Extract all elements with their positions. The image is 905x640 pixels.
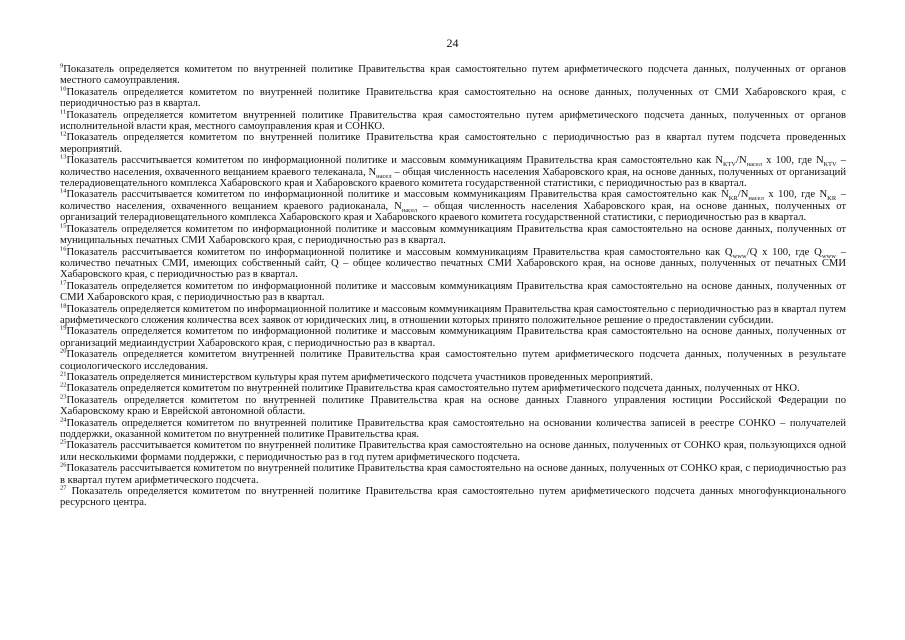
footnote-number: 13 (60, 153, 67, 161)
footnote-text: – количество населения, охваченного вещанием краевого радиоканала, N (60, 189, 846, 212)
subscript: насел (746, 161, 763, 169)
footnote-text: /N (737, 189, 749, 201)
footnote (60, 155, 846, 189)
footnote (60, 418, 846, 441)
footnote-text: – общая численность населения Хабаровского края, на основе данных, полученных от организаций телерадиовещательного комплекса Хабаровского края и Хабаровского краевого комитета государственной статистики, с периодичностью раз в квартал. (60, 166, 846, 190)
subscript: KR (827, 195, 837, 203)
footnote-number: 16 (60, 244, 67, 252)
footnote (60, 304, 846, 327)
footnote-text: Показатель рассчитывается комитетом по информационной политике и массовым коммуникациям Правительства края самостоятельно как N (66, 155, 723, 167)
page-number: 24 (446, 36, 459, 50)
footnote-text: Показатель рассчитывается комитетом по информационной политике и массовым коммуникациям Правительства края самостоятельно как N (66, 189, 729, 201)
subscript: КTV (723, 161, 736, 169)
footnote (60, 189, 846, 223)
subscript: насел (401, 206, 418, 214)
footnote-text: Показатель определяется комитетом внутренней политике Правительства края самостоятельно путем арифметического подсчета данных, полученных в результате социологического исследования. (60, 349, 846, 372)
footnote-number: 21 (60, 370, 67, 378)
footnote-number: 14 (60, 187, 67, 195)
footnote-text: x 100, где N (763, 189, 828, 201)
footnote-text: /N (736, 155, 747, 167)
footnote-text: Показатель рассчитывается комитетом по внутренней политике Правительства края самостоятельно на основе данных, полученных от СОНКО края, пользующихся одной или несколькими формами поддержки, с периодичностью раз в год путем арифметического подсчета. (60, 440, 846, 463)
footnote-text: Показатель определяется комитетом по внутренней политике Правительства края самостоятельно путем арифметического подсчета данных, полученных от НКО. (66, 383, 800, 395)
footnote-number: 18 (60, 302, 67, 309)
footnote (60, 349, 846, 372)
footnote-text: Показатель определяется комитетом по внутренней политике Правительства края на основе данных Главного управления юстиции Российской Федерации по Хабаровскому краю и Еврейской автономной области. (60, 394, 846, 418)
footnote-number: 20 (60, 347, 67, 355)
footnote-text: Показатель определяется комитетом по внутренней политике Правительства края самостоятельно путем арифметического подсчета данных многофункционального ресурсного центра. (60, 486, 846, 509)
footnote-number: 11 (60, 108, 67, 116)
subscript: www (732, 252, 747, 260)
footnote-number: 26 (60, 461, 67, 469)
subscript: насел (748, 195, 764, 203)
footnote (60, 395, 846, 418)
footnote-number: 9 (60, 62, 64, 70)
footnote-text: x 100, где N (762, 155, 824, 167)
footnote (60, 281, 846, 304)
footnote-text: Показатель определяется министерством культуры края путем арифметического подсчета участников проведенных мероприятий. (66, 371, 653, 383)
footnote-text: Показатель определяется комитетом по внутренней политике Правительства края самостоятельно с периодичностью раз в квартал путем подсчета проведенных мероприятий. (60, 132, 846, 155)
footnote-number: 12 (60, 130, 67, 138)
footnote-text: Показатель определяется комитетом по информационной политике и массовым коммуникациям Правительства края самостоятельно на основе данных, полученных от муниципальных печатных СМИ Хабаровского края, с периодичностью раз в квартал. (60, 223, 846, 247)
footnote-text: Показатель определяется комитетом по внутренней политике Правительства края самостоятельно на основе данных, полученных от СМИ Хабаровского края, с периодичностью раз в квартал. (60, 86, 846, 110)
footnote-number: 23 (60, 393, 67, 401)
footnote (60, 463, 846, 486)
footnote-text: Показатель рассчитывается комитетом по внутренней политике Правительства края самостоятельно на основе данных, полученных от СОНКО края, с периодичностью раз в квартал путем арифметического подсчета. (60, 463, 846, 486)
footnote (60, 224, 846, 247)
footnote-text: Показатель определяется комитетом внутренней политике Правительства края самостоятельно путем арифметического подсчета данных, полученных от органов исполнительной власти края, местного самоуправления края и СОНКО. (60, 109, 846, 133)
footnote (60, 64, 846, 87)
footnote (60, 87, 846, 110)
footnote-text: – общая численность населения Хабаровского края, на основе данных, полученных от организаций телерадиовещательного комплекса Хабаровского края и Хабаровского краевого комитета государственной статистики, с периодичностью раз в квартал. (60, 200, 846, 224)
footnote (60, 486, 846, 509)
footnote-text: Показатель определяется комитетом по внутренней политике Правительства края самостоятельно на основании количества записей в реестре СОНКО – получателей поддержки, оказанной комитетом по внутренней политике Правительства края. (60, 417, 846, 440)
footnote-text: Показатель определяется комитетом по внутренней политике Правительства края самостоятельно путем арифметического подсчета данных, полученных от органов местного самоуправления. (60, 64, 846, 87)
subscript: KR (728, 195, 738, 203)
footnote (60, 326, 846, 349)
footnote-text: – количество населения, охваченного вещанием краевого телеканала, N (60, 155, 846, 178)
footnote (60, 132, 846, 155)
footnote-number: 25 (60, 438, 67, 446)
footnote (60, 372, 846, 383)
footnote-text: Показатель рассчитывается комитетом по информационной политике и массовым коммуникациям Правительства края самостоятельно как Q (66, 246, 733, 258)
footnote-number: 17 (60, 279, 67, 287)
footnote-text: Показатель определяется комитетом по информационной политике и массовым коммуникациям Правительства края самостоятельно на основе данных, полученных от организаций медиаиндустрии Хабаровского края, с периодичностью раз в квартал. (60, 326, 846, 349)
footnote-text: Показатель определяется комитетом по информационной политике и массовым коммуникациям Правительства края самостоятельно на основе данных, полученных от СМИ Хабаровского края, с периодичностью раз в квартал. (60, 280, 846, 304)
footnote (60, 440, 846, 463)
footnote-number: 10 (60, 85, 67, 93)
subscript: насел (376, 172, 392, 180)
footnote (60, 383, 846, 394)
footnote-number: 15 (60, 222, 67, 230)
footnote-text: – количество печатных СМИ, имеющих собственный сайт, Q – общее количество печатных СМИ Хабаровского края, на основе данных, полученных от печатных СМИ Хабаровского края, с периодичностью раз в квартал. (60, 246, 846, 281)
footnotes-list (60, 64, 846, 509)
footnote (60, 110, 846, 133)
footnote-number: 19 (60, 324, 67, 332)
footnote-text: /Q x 100, где Q (746, 246, 822, 258)
subscript: www (821, 252, 836, 260)
footnote-number: 24 (60, 416, 67, 424)
footnote-text: Показатель определяется комитетом по информационной политике и массовым коммуникациям Правительства края самостоятельно с периодичностью раз в квартал путем арифметического сложения количества всех заявок от юридических лиц, в отношении которых принято положительное решение о предоставлении субсидии. (60, 303, 846, 326)
footnote-number: 22 (60, 381, 67, 389)
subscript: КTV (823, 161, 837, 169)
footnote (60, 244, 846, 281)
footnote-number: 27 (60, 484, 67, 492)
